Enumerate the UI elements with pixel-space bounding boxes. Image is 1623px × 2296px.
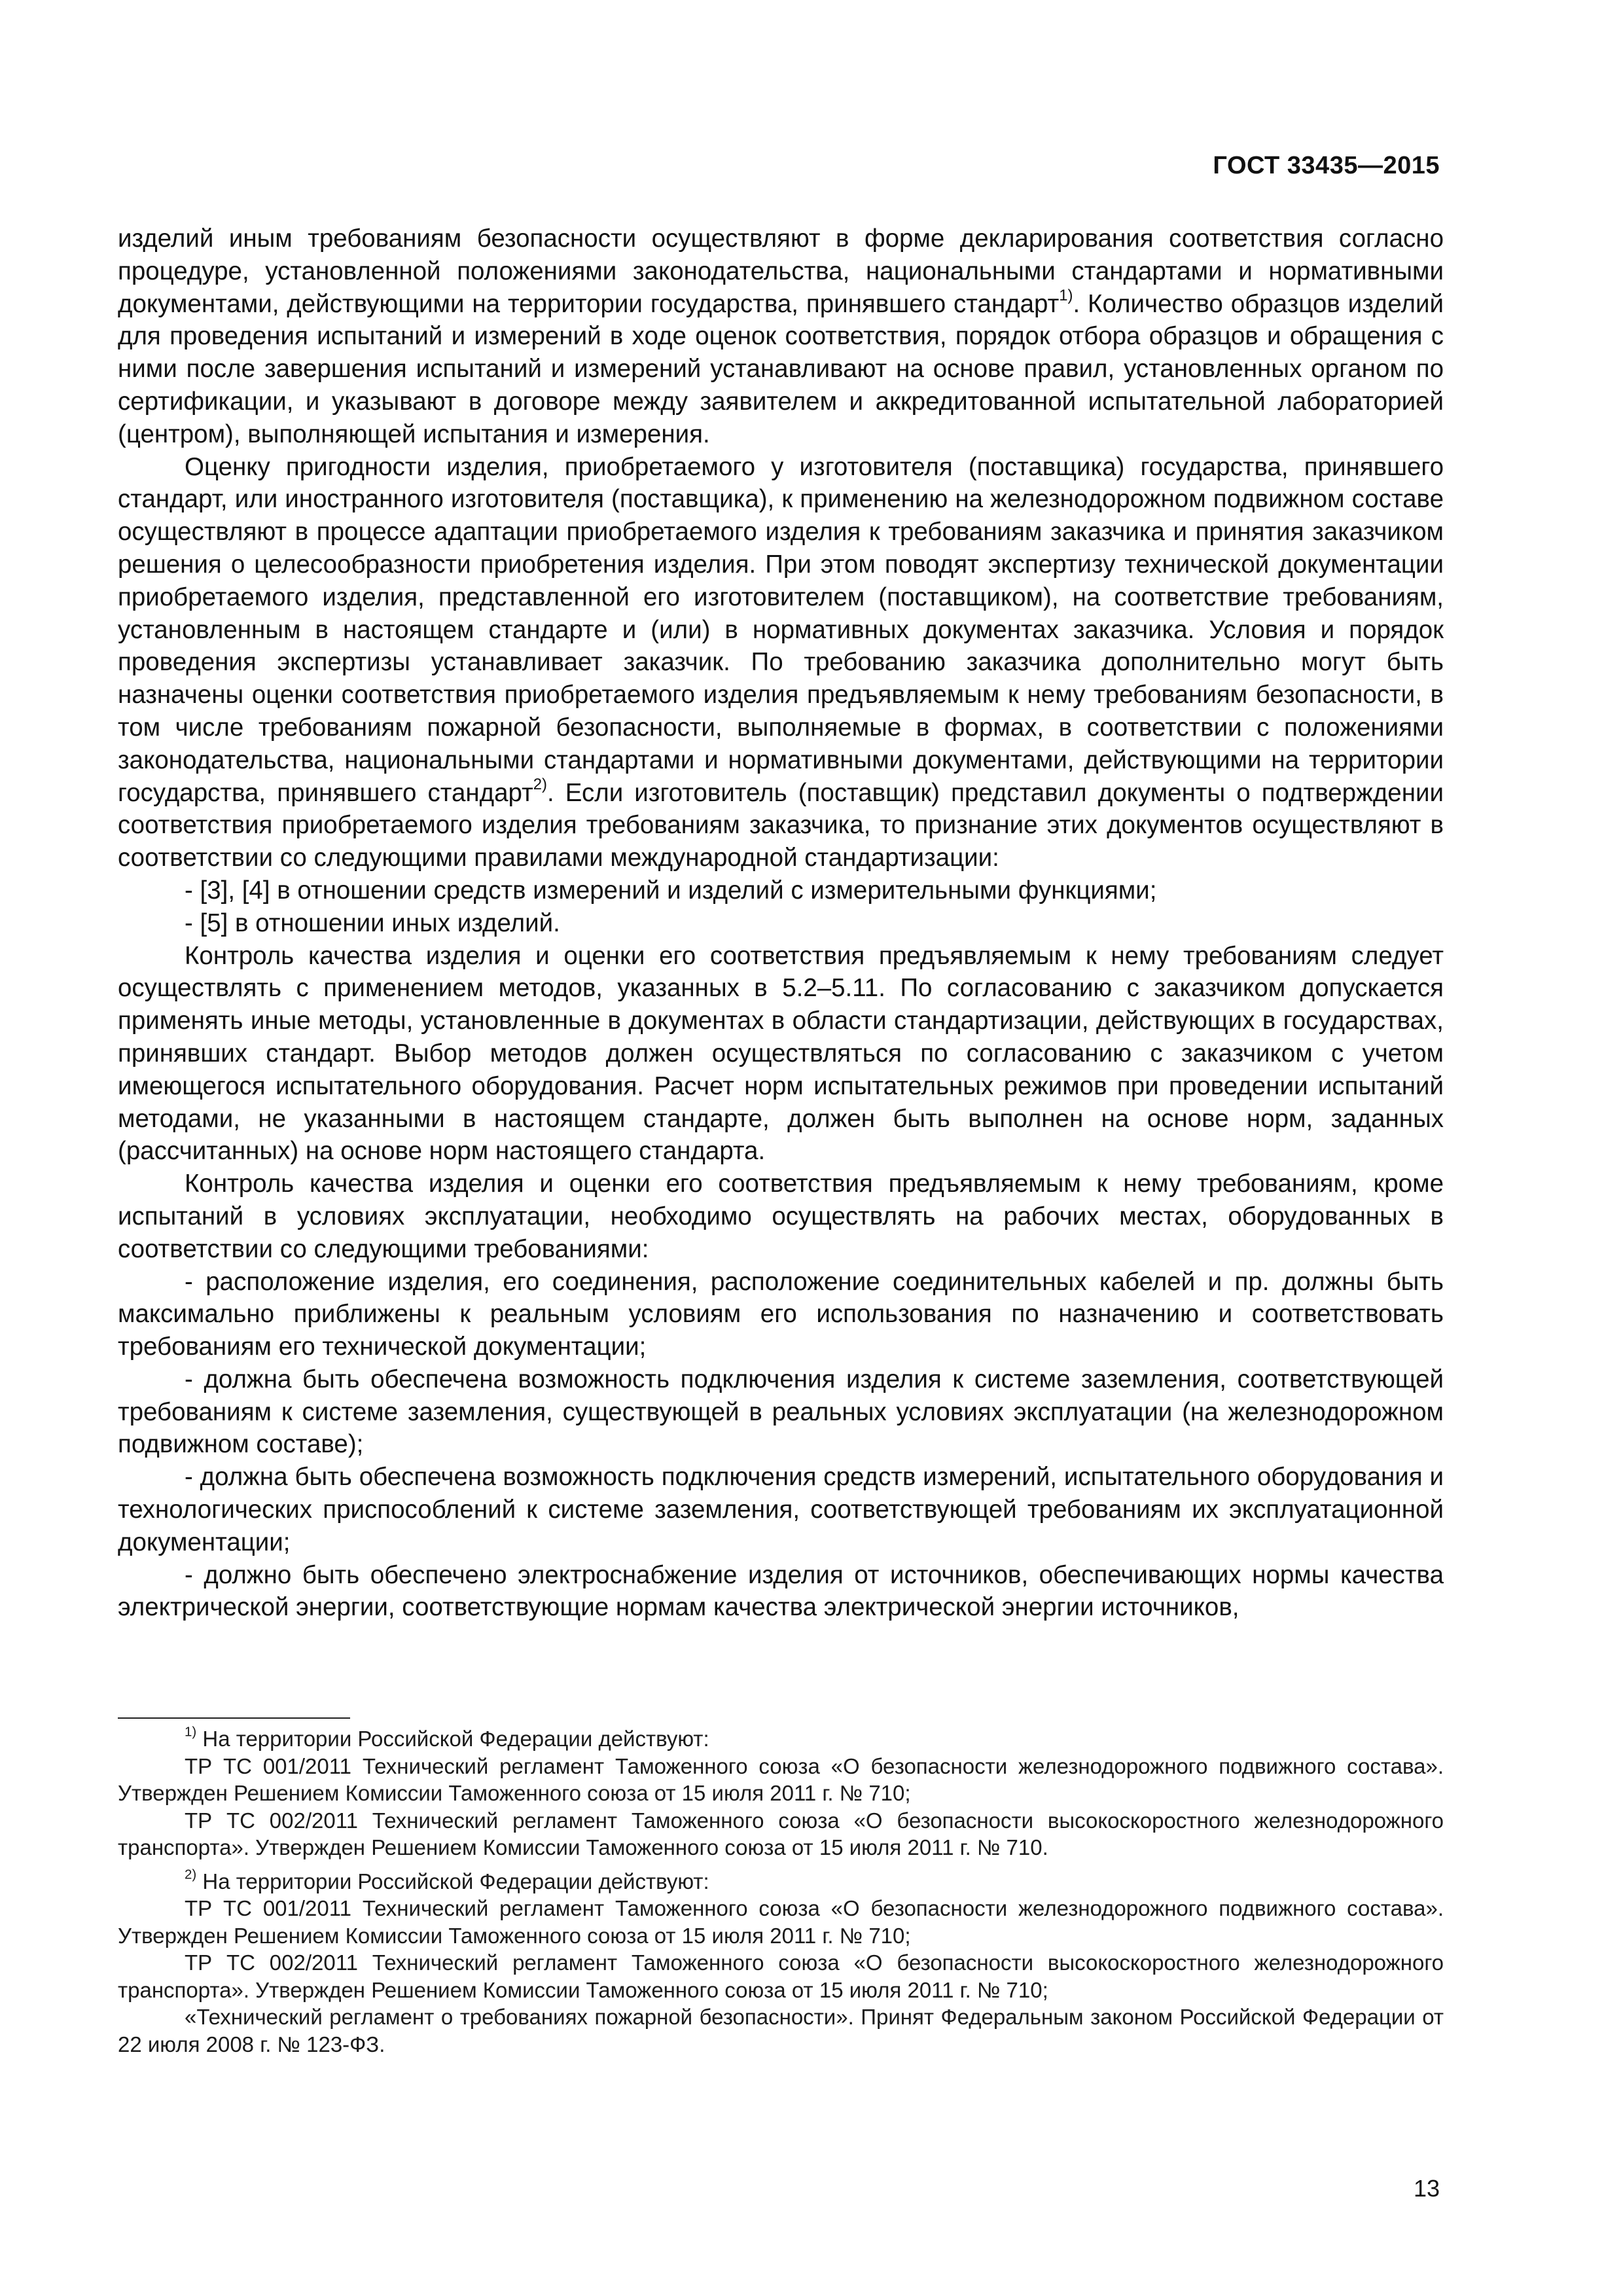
footnote-line: ТР ТС 002/2011 Технический регламент Таможенного союза «О безопасности высокоскоростного железнодорожного транспорта». Утвержден Решением Комиссии Таможенного союза от 15 июля 2011 г. № 710; <box>118 1950 1444 2002</box>
body-text <box>118 223 1444 1624</box>
list-item: - [3], [4] в отношении средств измерений и изделий с измерительными функциями; <box>185 876 1157 905</box>
footnote-mark: 1) <box>185 1724 197 1740</box>
footnote-line: ТР ТС 002/2011 Технический регламент Таможенного союза «О безопасности высокоскоростного железнодорожного транспорта». Утвержден Решением Комиссии Таможенного союза от 15 июля 2011 г. № 710. <box>118 1808 1444 1859</box>
list-item: - должна быть обеспечена возможность подключения средств измерений, испытательного оборудования и технологических приспособлений к системе заземления, соответствующей требованиям их эксплуатационной документации; <box>118 1463 1444 1556</box>
footnote-line: «Технический регламент о требованиях пожарной безопасности». Принят Федеральным законом Российской Федерации от 22 июля 2008 г. № 123-ФЗ. <box>118 2005 1444 2056</box>
footnotes <box>118 1725 1444 2064</box>
list-item: - должна быть обеспечена возможность подключения изделия к системе заземления, соответствующей требованиям к системе заземления, существующей в реальных условиях эксплуатации (на железнодорожном подвижном составе); <box>118 1365 1444 1459</box>
paragraph-4: Контроль качества изделия и оценки его соответствия предъявляемым к нему требованиям, кроме испытаний в условиях эксплуатации, необходимо осуществлять на рабочих местах, оборудованных в соответствии со следующими требованиями: <box>118 1170 1444 1263</box>
footnote-line: ТР ТС 001/2011 Технический регламент Таможенного союза «О безопасности железнодорожного подвижного состава». Утвержден Решением Комиссии Таможенного союза от 15 июля 2011 г. № 710; <box>118 1896 1444 1948</box>
footnote-mark: 2) <box>185 1867 197 1882</box>
footnote-line: ТР ТС 001/2011 Технический регламент Таможенного союза «О безопасности железнодорожного подвижного состава». Утвержден Решением Комиссии Таможенного союза от 15 июля 2011 г. № 710; <box>118 1753 1444 1805</box>
list-item: - должно быть обеспечено электроснабжение изделия от источников, обеспечивающих нормы качества электрической энергии, соответствующие нормам качества электрической энергии источников, <box>118 1560 1444 1622</box>
footnote-2: $^{2)}$ На территории Российской Федерации действуют: ТР ТС 001/2011 Технический регламент Таможенного союза «О безопасности железнодорожного подвижного состава». Утвержден Решением Комиссии Таможенного союза от 15 июля 2011 г. № 710; ТР ТС 002/2011 Технический регламент Таможенного союза «О безопасности высокоскоростного железнодорожного транспорта». Утвержден Решением Комиссии Таможенного союза от 15 июля 2011 г. № 710; «Технический регламент о требованиях пожарной безопасности». Принят Федеральным законом Российской Федерации от 22 июля 2008 г. № 123-ФЗ. <box>118 1868 1444 2058</box>
footnote-ref-1[interactable]: 1) <box>1059 286 1073 304</box>
standard-designation: ГОСТ 33435—2015 <box>1213 152 1440 179</box>
paragraph-1: изделий иным требованиям безопасности осуществляют в форме декларирования соответствия согласно процедуре, установленной положениями законодательства, национальными стандартами и нормативными документами, действующими на территории государства, принявшего стандарт$^{1)}$. Количество образцов изделий для проведения испытаний и измерений в ходе оценок соответствия, порядок отбора образцов и обращения с ними после завершения испытаний и измерений устанавливают на основе правил, установленных органом по сертификации, и указывают в договоре между заявителем и аккредитованной испытательной лабораторией (центром), выполняющей испытания и измерения. <box>118 224 1444 448</box>
paragraph-3: Контроль качества изделия и оценки его соответствия предъявляемым к нему требованиям следует осуществлять с применением методов, указанных в 5.2–5.11. По согласованию с заказчиком допускается применять иные методы, установленные в документах в области стандартизации, действующих в государствах, принявших стандарт. Выбор методов должен осуществляться по согласованию с заказчиком с учетом имеющегося испытательного оборудования. Расчет норм испытательных режимов при проведении испытаний методами, не указанными в настоящем стандарте, должен быть выполнен на основе норм, заданных (рассчитанных) на основе норм настоящего стандарта. <box>118 941 1444 1166</box>
paragraph-2: Оценку пригодности изделия, приобретаемого у изготовителя (поставщика) государства, принявшего стандарт, или иностранного изготовителя (поставщика), к применению на железнодорожном подвижном составе осуществляют в процессе адаптации приобретаемого изделия к требованиям заказчика и принятия заказчиком решения о целесообразности приобретения изделия. При этом поводят экспертизу технической документации приобретаемого изделия, представленной его изготовителем (поставщиком), на соответствие требованиям, установленным в настоящем стандарте и (или) в нормативных документах заказчика. Условия и порядок проведения экспертизы устанавливает заказчик. По требованию заказчика дополнительно могут быть назначены оценки соответствия приобретаемого изделия предъявляемым к нему требованиям безопасности, в том числе требованиям пожарной безопасности, выполняемые в формах, в соответствии с положениями законодательства, национальными стандартами и нормативными документами, действующими на территории государства, принявшего стандарт$^{2)}$. Если изготовитель (поставщик) представил документы о подтверждении соответствия приобретаемого изделия требованиям заказчика, то признание этих документов осуществляют в соответствии со следующими правилами международной стандартизации: <box>118 452 1444 872</box>
page-number: 13 <box>1413 2175 1440 2202</box>
list-item: - расположение изделия, его соединения, расположение соединительных кабелей и пр. должны быть максимально приближены к реальным условиям его использования по назначению и соответствовать требованиям его технической документации; <box>118 1267 1444 1361</box>
footnote-ref-2[interactable]: 2) <box>533 775 547 793</box>
footnote-divider <box>118 1717 350 1719</box>
list-item: - [5] в отношении иных изделий. <box>185 908 560 937</box>
footnote-1: $^{1)}$ На территории Российской Федерации действуют: ТР ТС 001/2011 Технический регламент Таможенного союза «О безопасности железнодорожного подвижного состава». Утвержден Решением Комиссии Таможенного союза от 15 июля 2011 г. № 710; ТР ТС 002/2011 Технический регламент Таможенного союза «О безопасности высокоскоростного железнодорожного транспорта». Утвержден Решением Комиссии Таможенного союза от 15 июля 2011 г. № 710. <box>118 1725 1444 1861</box>
